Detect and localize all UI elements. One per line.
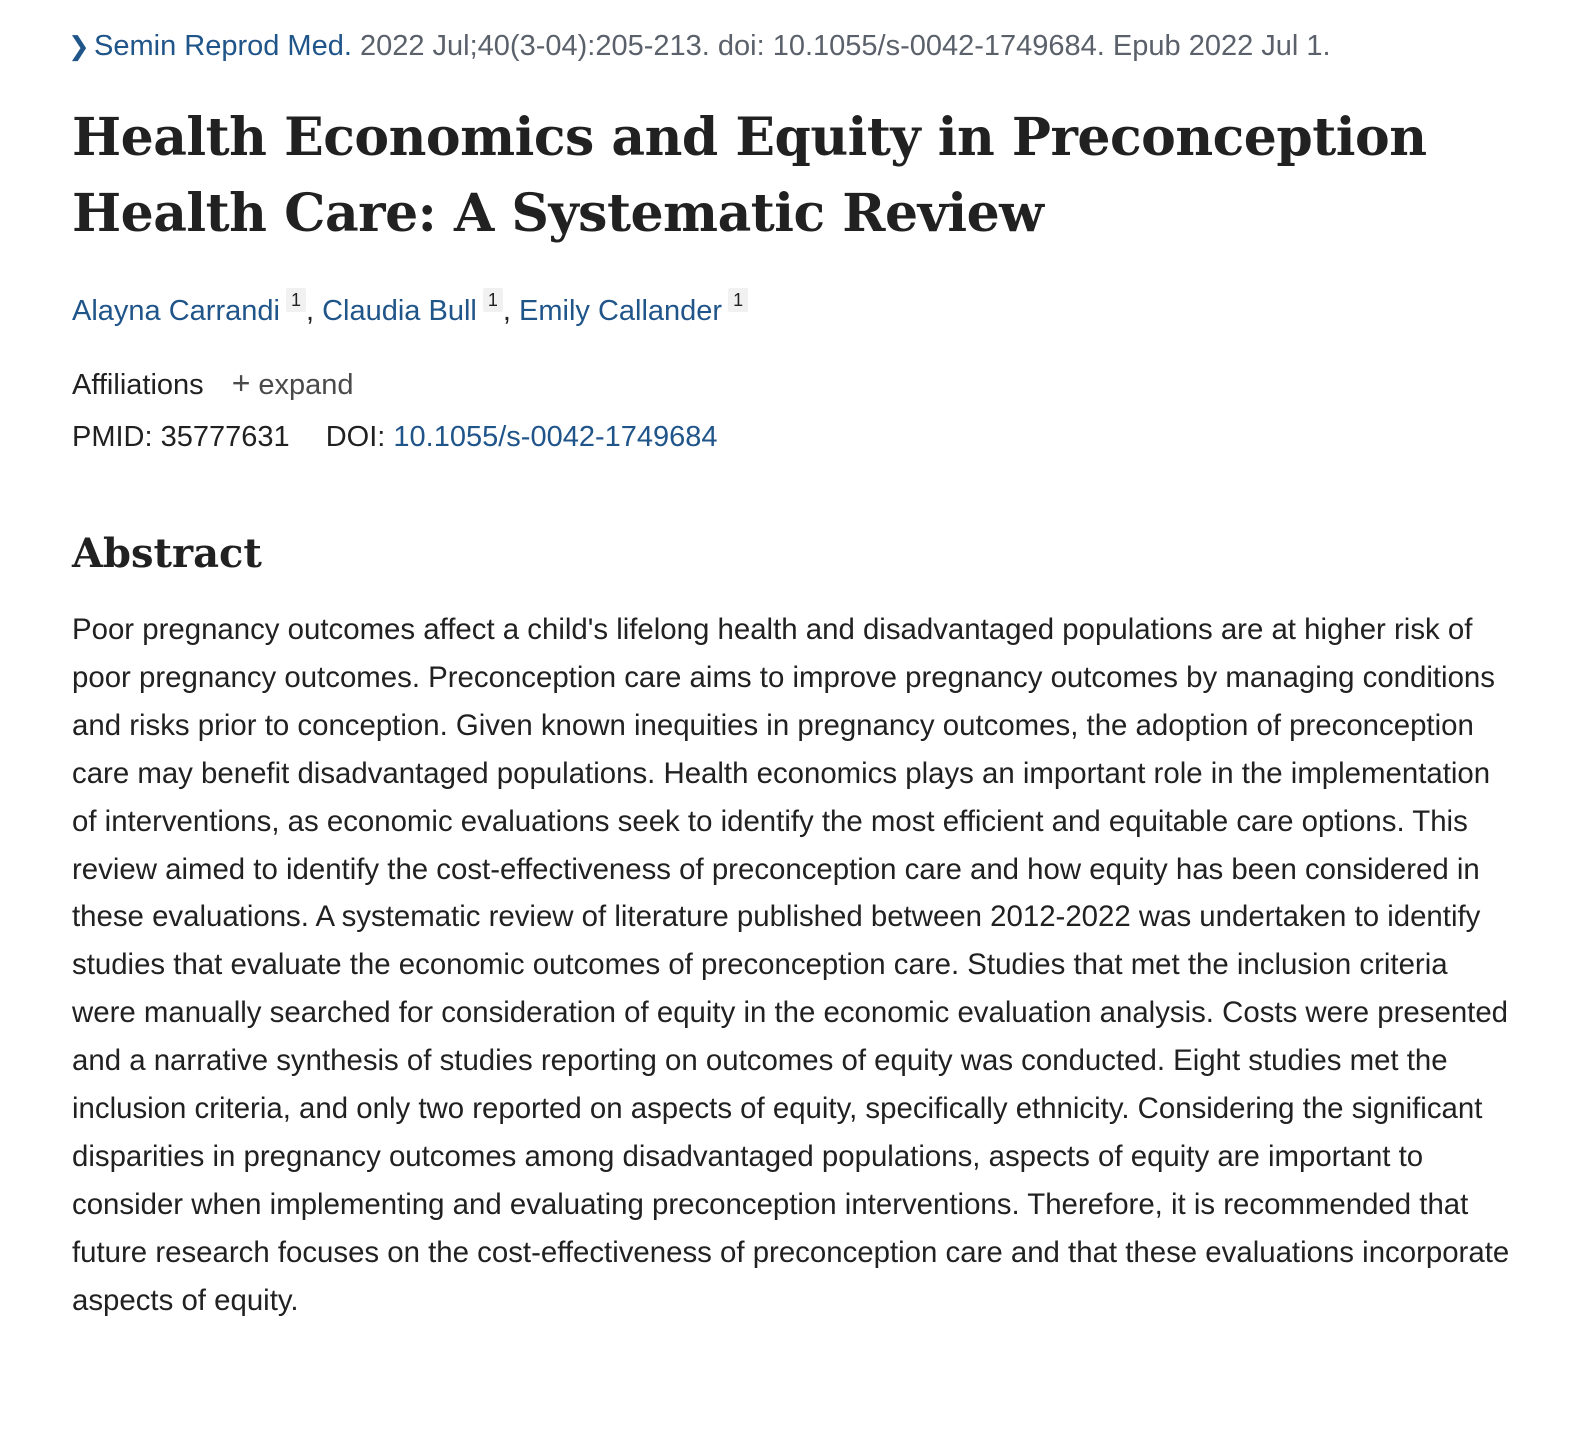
affiliation-marker[interactable]: 1 xyxy=(286,288,306,312)
affiliation-marker[interactable]: 1 xyxy=(483,288,503,312)
expand-label: expand xyxy=(258,369,354,401)
identifiers-row xyxy=(72,417,718,457)
author-link-carrandi[interactable]: Alayna Carrandi xyxy=(72,295,280,327)
citation-line xyxy=(68,26,1331,66)
affiliations-label: Affiliations xyxy=(72,369,204,401)
article-title: Health Economics and Equity in Preconception Health Care: A Systematic Review xyxy=(72,107,1427,244)
abstract-text: Poor pregnancy outcomes affect a child's lifelong health and disadvantaged populations are at higher risk of poor pregnancy outcomes. Preconception care aims to improve pregnancy outcomes by managing conditions and risks prior to conception. Given known inequities in pregnancy outcomes, the adoption of preconception care may benefit disadvantaged populations. Health economics plays an important role in the implementation of interventions, as economic evaluations seek to identify the most efficient and equitable care options. This review aimed to identify the cost-effectiveness of preconception care and how equity has been considered in these evaluations. A systematic review of literature published between 2012-2022 was undertaken to identify studies that evaluate the economic outcomes of preconception care. Studies that met the inclusion criteria were manually searched for consideration of equity in the economic evaluation analysis. Costs were presented and a narrative synthesis of studies reporting on outcomes of equity was conducted. Eight studies met the inclusion criteria, and only two reported on aspects of equity, specifically ethnicity. Considering the significant disparities in pregnancy outcomes among disadvantaged populations, aspects of equity are important to consider when implementing and evaluating preconception interventions. Therefore, it is recommended that future research focuses on the cost-effectiveness of preconception care and that these evaluations incorporate aspects of equity. xyxy=(72,613,1510,1317)
author-link-callander[interactable]: Emily Callander xyxy=(519,295,723,327)
pmid-label: PMID: xyxy=(72,421,153,453)
abstract-heading: Abstract xyxy=(72,530,262,577)
citation-details: 2022 Jul;40(3-04):205-213. doi: 10.1055/s-0042-1749684. Epub 2022 Jul 1. xyxy=(359,30,1331,62)
journal-link[interactable]: Semin Reprod Med. xyxy=(94,30,352,62)
affiliation-marker[interactable]: 1 xyxy=(728,288,748,312)
pmid-value: 35777631 xyxy=(160,421,290,453)
affiliations-expand-button[interactable] xyxy=(231,365,354,401)
affiliations-row xyxy=(72,363,354,405)
author-link-bull[interactable]: Claudia Bull xyxy=(322,295,477,327)
plus-icon: + xyxy=(231,365,251,401)
doi-link[interactable]: 10.1055/s-0042-1749684 xyxy=(393,421,718,453)
doi-label: DOI: xyxy=(325,421,386,453)
chevron-right-icon[interactable]: ❯ xyxy=(68,31,90,61)
author-list: Alayna Carrandi 1 , Claudia Bull 1 , Emily Callander 1 xyxy=(72,288,748,331)
